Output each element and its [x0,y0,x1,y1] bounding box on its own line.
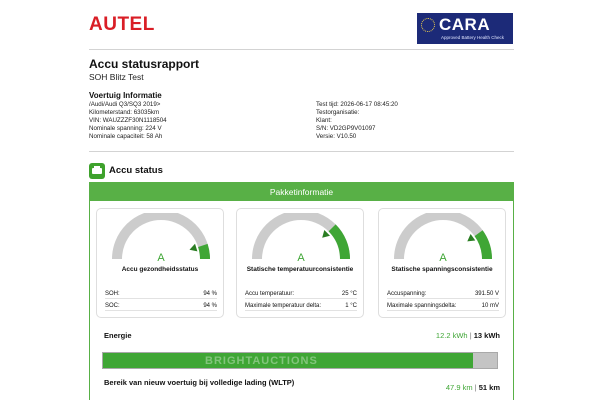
range-values [400,383,500,392]
accu-status-title: Accu status [109,165,163,176]
soh-label: SOH: [105,291,120,297]
range-label: Bereik van nieuw voertuig bij volledige lading (WLTP) [104,378,295,387]
vehicle-model: /Audi/Audi Q3/SQ3 2019> [89,101,161,108]
test-organisation: Testorganisatie: [316,109,360,116]
battery-voltage-label: Accuspanning: [387,291,427,297]
energy-current: 12.2 kWh [435,331,468,340]
cara-name: CARA [439,15,491,34]
temp-delta-label: Maximale temperatuur delta: [245,303,322,309]
temperature-gauge-fill [332,228,345,259]
cara-subtitle: Approved Battery Health Check [441,35,505,40]
temperature-title: Statische temperatuurconsistentie [246,266,354,273]
battery-temp-label: Accu temperatuur: [245,291,295,297]
serial-number: S/N: VD2GP9V01097 [316,125,376,132]
vehicle-info-right [316,101,398,141]
vehicle-info-heading: Voertuig Informatie [89,91,162,100]
divider [89,49,514,50]
voltage-card [378,208,506,318]
temperature-grade: A [297,252,305,264]
soc-value: 94 % [203,303,217,309]
range-current: 47.9 km [445,383,473,392]
eu-stars-icon [421,18,435,32]
autel-logo: AUTEL [89,14,155,35]
energy-label: Energie [104,331,132,340]
voltage-delta-label: Maximale spanningsdelta: [387,303,457,309]
pack-info-header: Pakketinformatie [90,183,513,201]
voltage-delta-row [387,301,499,311]
customer: Klant: [316,117,332,124]
battery-temp-row [245,289,357,299]
voltage-delta-value: 10 mV [481,303,499,309]
soc-row [105,301,217,311]
voltage-gauge-fill [479,233,487,259]
voltage-grade: A [439,252,447,264]
temperature-card [236,208,364,318]
battery-icon [89,163,105,179]
temperature-gauge [251,213,351,265]
health-gauge [111,213,211,265]
version: Versie: V10.50 [316,133,357,140]
soh-value: 94 % [203,291,217,297]
vehicle-nominal-voltage: Nominale spanning: 224 V [89,125,162,132]
test-time: Test tijd: 2026-06-17 08:45:20 [316,101,398,108]
cara-badge [417,13,513,44]
temp-delta-row [245,301,357,311]
temp-delta-value: 1 °C [345,303,357,309]
watermark: BRIGHTAUCTIONS [205,355,318,367]
gauge-needle-icon [190,244,198,252]
battery-voltage-row [387,289,499,299]
vehicle-vin: VIN: WAUZZZF30N1118504 [89,117,167,124]
battery-voltage-value: 391.50 V [474,291,499,297]
voltage-title: Statische spanningsconsistentie [391,266,493,273]
separator: | [474,383,477,392]
vehicle-mileage: Kilometerstand: 63035km [89,109,160,116]
battery-temp-value: 25 °C [341,291,357,297]
health-title: Accu gezondheidsstatus [121,266,199,273]
energy-values [400,331,500,340]
range-total: 51 km [478,383,500,392]
voltage-gauge [393,213,493,265]
separator: | [469,331,472,340]
vehicle-nominal-capacity: Nominale capaciteit: 58 Ah [89,133,163,140]
soc-label: SOC: [105,303,120,309]
report-title: Accu statusrapport [89,57,200,71]
soh-row [105,289,217,299]
health-gauge-fill [203,245,205,259]
health-card [96,208,224,318]
energy-total: 13 kWh [473,331,500,340]
divider [89,151,514,152]
vehicle-info-left [89,101,167,141]
health-grade: A [157,252,165,264]
report-subtitle: SOH Blitz Test [89,72,144,82]
